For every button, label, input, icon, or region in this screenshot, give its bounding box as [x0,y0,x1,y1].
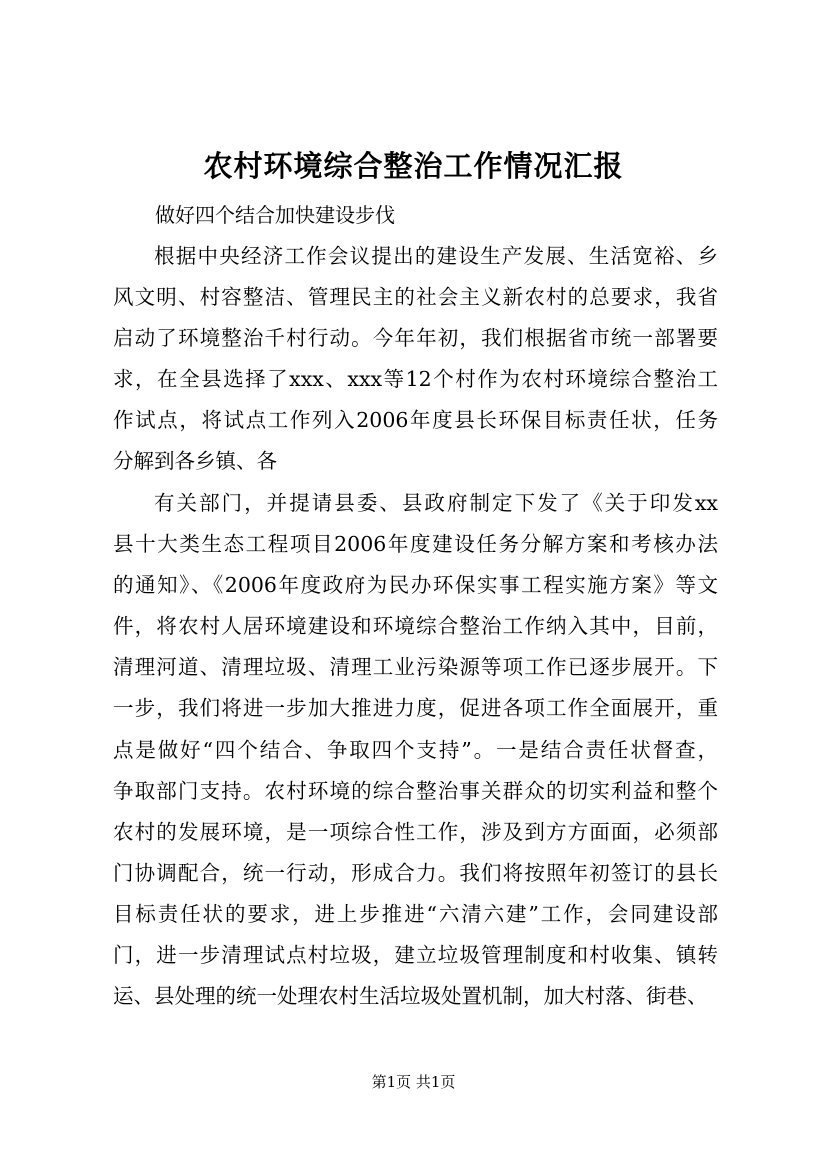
text-line: 作试点，将试点工作列入2006年度县长环保目标责任状，任务 [113,408,718,433]
text-line: 启动了环境整治千村行动。今年年初，我们根据省市统一部署要 [113,326,718,351]
text-line: 点是做好“四个结合、争取四个支持”。一是结合责任状督查， [113,737,718,762]
text-line: 求，在全县选择了xxx、xxx等12个村作为农村环境综合整治工 [113,367,718,392]
text-line: 门协调配合，统一行动，形成合力。我们将按照年初签订的县长 [113,860,718,885]
text-line: 争取部门支持。农村环境的综合整治事关群众的切实利益和整个 [113,778,718,803]
text-line: 清理河道、清理垃圾、清理工业污染源等项工作已逐步展开。下 [113,655,718,680]
page-footer: 第1页 共1页 [371,1073,456,1091]
document-title: 农村环境综合整治工作情况汇报 [203,149,624,183]
text-line: 分解到各乡镇、各 [113,449,277,474]
text-line: 风文明、村容整洁、管理民主的社会主义新农村的总要求，我省 [113,285,718,310]
paragraph-2 [113,483,718,1017]
text-line: 运、县处理的统一处理农村生活垃圾处置机制，加大村落、街巷、 [113,984,708,1009]
text-line: 门，进一步清理试点村垃圾，建立垃圾管理制度和村收集、镇转 [113,943,718,968]
text-line: 件，将农村人居环境建设和环境综合整治工作纳入其中，目前， [113,614,718,639]
text-line: 的通知》、《2006年度政府为民办环保实事工程实施方案》等文 [113,573,718,598]
text-line: 目标责任状的要求，进上步推进“六清六建”工作，会同建设部 [113,901,718,926]
document-subtitle: 做好四个结合加快建设步伐 [155,203,395,227]
text-line: 一步，我们将进一步加大推进力度，促进各项工作全面展开，重 [113,696,718,721]
paragraph-1 [113,236,718,483]
text-line: 有关部门，并提请县委、县政府制定下发了《关于印发xx [154,491,718,515]
text-line: 根据中央经济工作会议提出的建设生产发展、生活宽裕、乡 [154,244,718,268]
text-line: 农村的发展环境，是一项综合性工作，涉及到方方面面，必须部 [113,819,718,844]
text-line: 县十大类生态工程项目2006年度建设任务分解方案和考核办法 [113,532,718,557]
